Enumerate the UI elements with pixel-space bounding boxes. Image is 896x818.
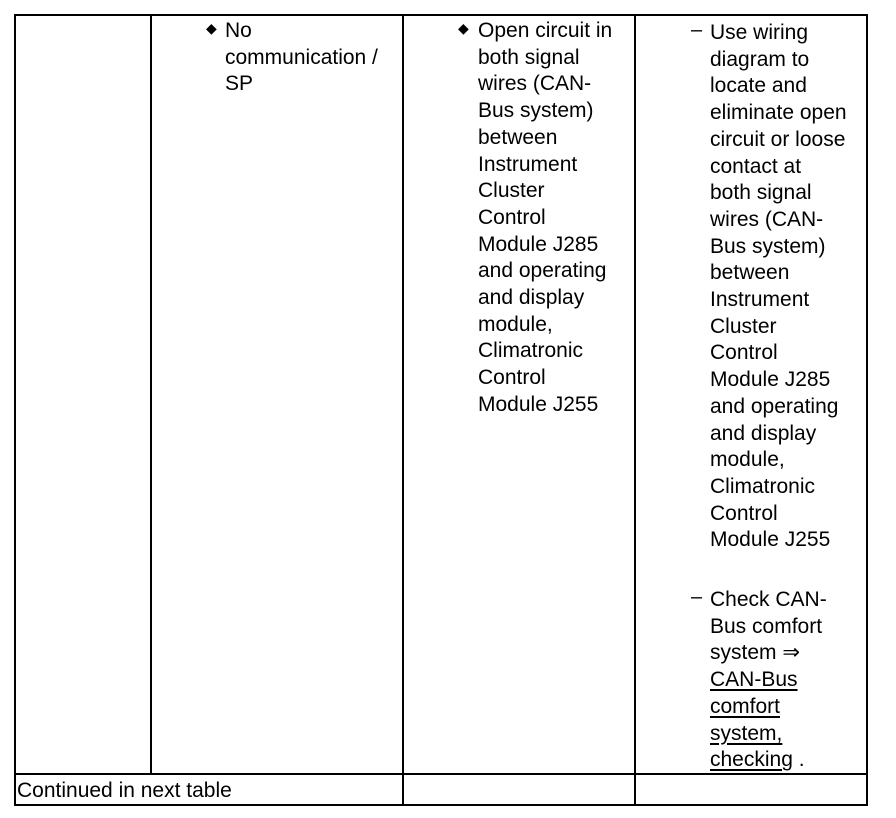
remedy-step-2-end: . [792,748,805,772]
remedy-step-2-text: Check CAN- Bus comfort system ⇒ [710,588,827,665]
bullet-icon: ◆ [206,20,217,36]
column-divider-2 [402,14,404,806]
cause-text: Open circuit in both signal wires (CAN- Bus system) between Instrument Cluster Control Module J285 and operating and display module, Climatronic Control Module J255 [478,19,613,416]
table-border-top [14,14,868,16]
table-border-left [14,14,16,806]
fault-text: No communication / SP [225,19,378,96]
dash-icon: – [691,19,703,41]
remedy-step-1: Use wiring diagram to locate and eliminate open circuit or loose contact at both signal wires (CAN- Bus system) between Instrument Cluster Control Module J285 and operating and display module, Climatronic Control Module J255 [710,21,847,552]
bullet-icon: ◆ [458,20,469,36]
column-divider-1 [150,14,152,774]
remedy-step-2 [710,587,868,774]
can-bus-check-link[interactable]: CAN-Bus comfort system, checking [710,668,798,772]
dash-icon: – [691,586,703,608]
continued-note: Continued in next table [17,779,232,802]
